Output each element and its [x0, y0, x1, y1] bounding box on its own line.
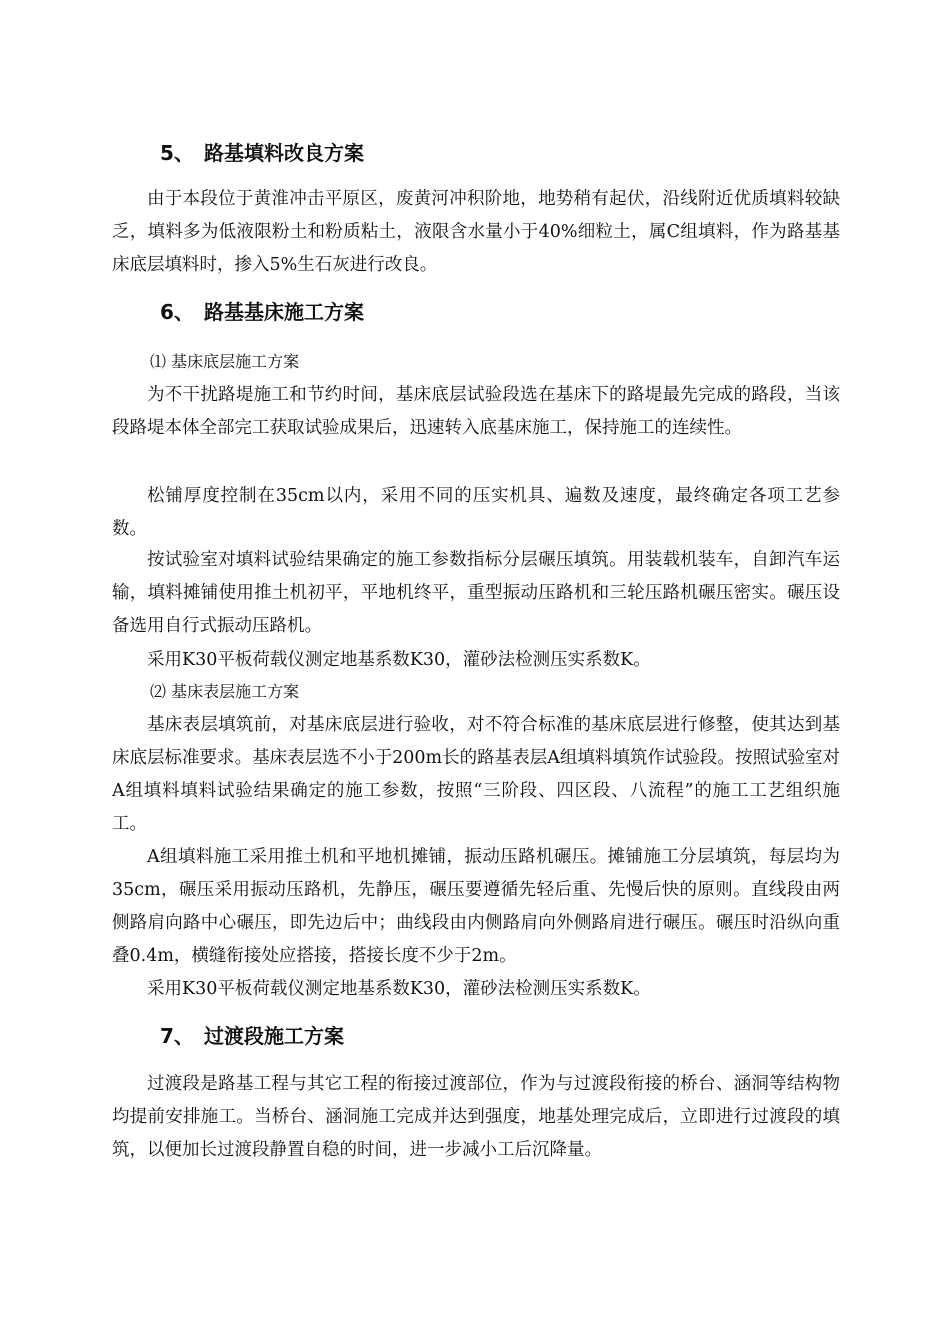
section-7-title: 过渡段施工方案 — [204, 1024, 344, 1048]
section-6-title: 路基基床施工方案 — [204, 300, 364, 324]
section-5-number: 5、 — [160, 141, 194, 165]
section-7-paragraph-1: 过渡段是路基工程与其它工程的衔接过渡部位，作为与过渡段衔接的桥台、涵洞等结构物均提前安排施工。当桥台、涵洞施工完成并达到强度，地基处理完成后，立即进行过渡段的填筑，以便加长过渡段静置自稳的时间，进一步减小工后沉降量。 — [112, 1074, 840, 1160]
subsection-1-paragraph-2: 松铺厚度控制在35cm以内，采用不同的压实机具、遍数及速度，最终确定各项工艺参数。 — [112, 486, 840, 539]
subsection-1-heading: ⑴ 基床底层施工方案 — [150, 352, 300, 371]
section-7-heading — [160, 1022, 344, 1050]
subsection-2-paragraph-2: A组填料施工采用推土机和平地机摊铺，振动压路机碾压。摊铺施工分层填筑，每层均为35cm，碾压采用振动压路机，先静压，碾压要遵循先轻后重、先慢后快的原则。直线段由两侧路肩向路中心碾压，即先边后中；曲线段由内侧路肩向外侧路肩进行碾压。碾压时沿纵向重叠0.4m，横缝衔接处应搭接，搭接长度不少于2m。 — [112, 847, 840, 966]
subsection-1-paragraph-4: 采用K30平板荷载仪测定地基系数K30，灌砂法检测压实系数K。 — [147, 650, 651, 670]
section-5-title: 路基填料改良方案 — [204, 141, 364, 165]
subsection-2-paragraph-3: 采用K30平板荷载仪测定地基系数K30，灌砂法检测压实系数K。 — [147, 979, 651, 999]
section-5-paragraph-1: 由于本段位于黄淮冲击平原区，废黄河冲积阶地，地势稍有起伏，沿线附近优质填料较缺乏，填料多为低液限粉土和粉质粘土，液限含水量小于40%细粒土，属C组填料，作为路基基床底层填料时，掺入5%生石灰进行改良。 — [112, 189, 840, 275]
subsection-1-paragraph-1: 为不干扰路堤施工和节约时间，基床底层试验段选在基床下的路堤最先完成的路段，当该段路堤本体全部完工获取试验成果后，迅速转入底基床施工，保持施工的连续性。 — [112, 385, 840, 438]
section-5-heading — [160, 139, 364, 167]
subsection-2-paragraph-1: 基床表层填筑前，对基床底层进行验收，对不符合标准的基床底层进行修整，使其达到基床底层标准要求。基床表层选不小于200m长的路基表层A组填料填筑作试验段。按照试验室对A组填料填料试验结果确定的施工参数，按照“三阶段、四区段、八流程”的施工工艺组织施工。 — [112, 715, 840, 834]
subsection-2-heading: ⑵ 基床表层施工方案 — [150, 682, 300, 701]
section-6-heading — [160, 298, 364, 326]
section-6-number: 6、 — [160, 300, 194, 324]
subsection-1-paragraph-3: 按试验室对填料试验结果确定的施工参数指标分层碾压填筑。用装载机装车，自卸汽车运输，填料摊铺使用推土机初平，平地机终平，重型振动压路机和三轮压路机碾压密实。碾压设备选用自行式振动压路机。 — [112, 550, 840, 636]
section-7-number: 7、 — [160, 1024, 194, 1048]
